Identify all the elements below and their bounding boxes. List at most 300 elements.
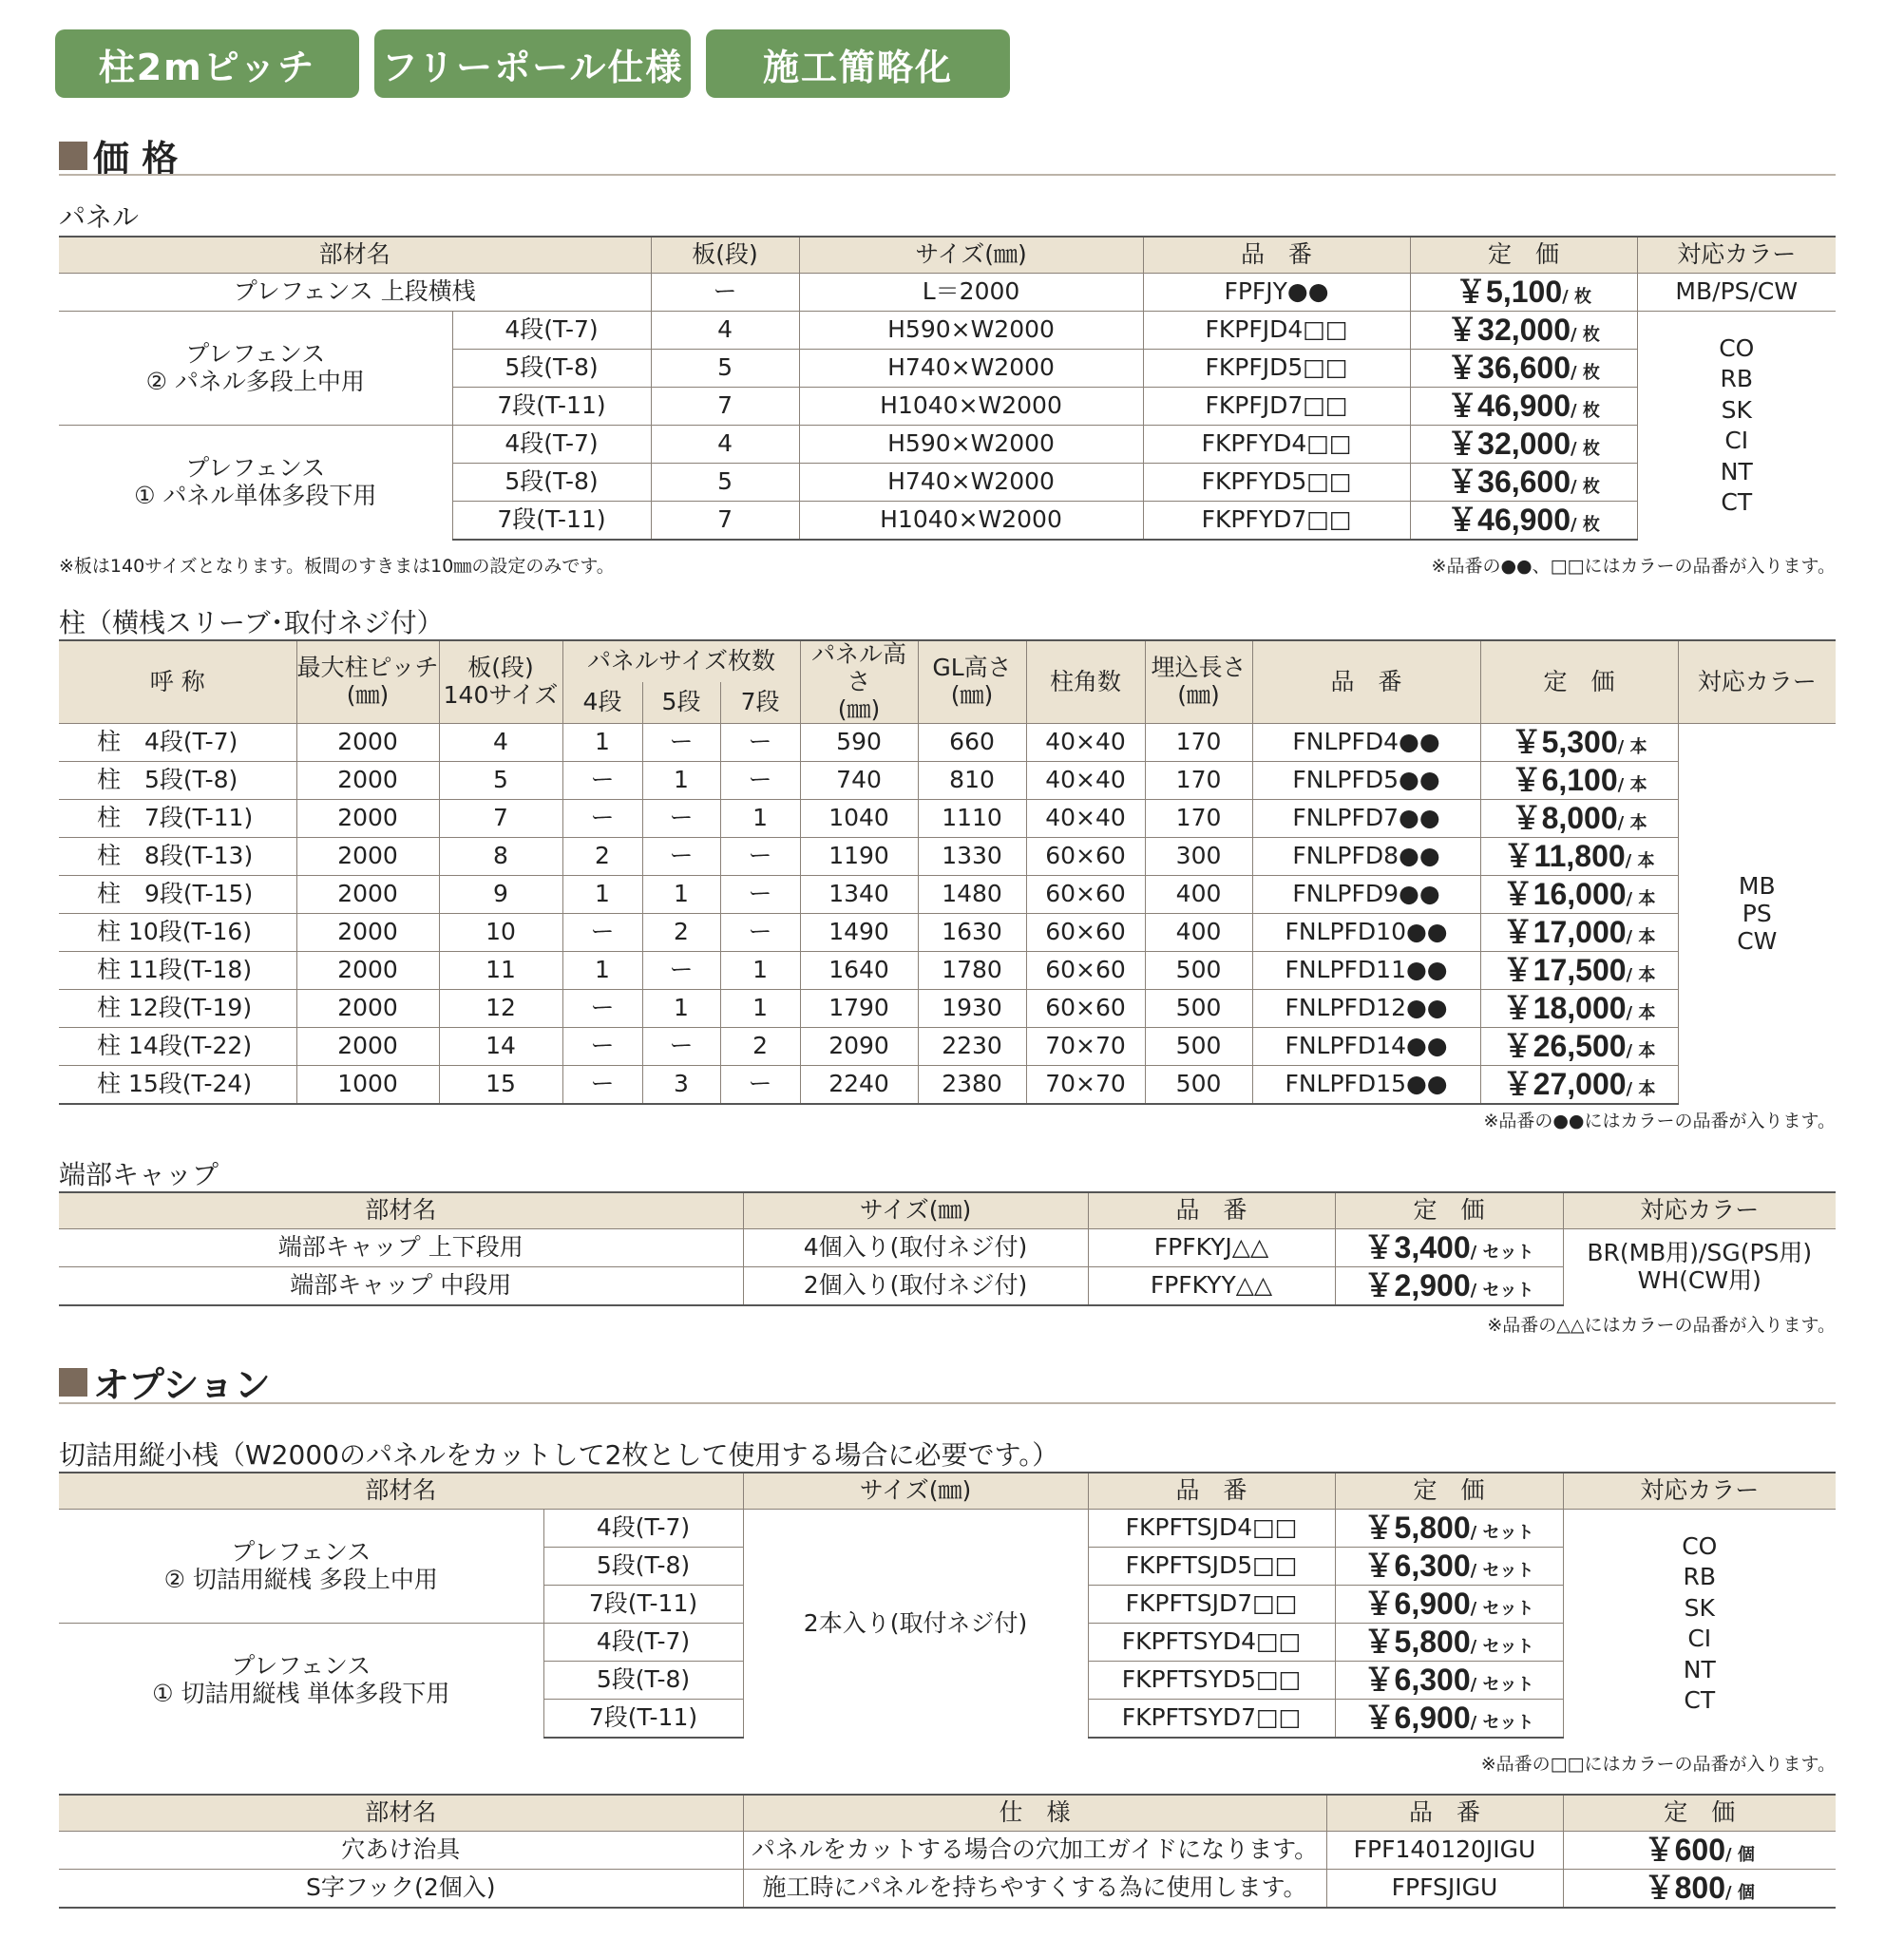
price: ￥5,800	[1363, 1625, 1471, 1660]
post-name: 柱 5段(T-8)	[59, 762, 296, 800]
col-header-price: 定 価	[1410, 237, 1637, 274]
count-4-step: 2	[562, 838, 642, 876]
price-unit: / 本	[1626, 1041, 1656, 1062]
price-cell	[1563, 1870, 1836, 1909]
price-cell	[1335, 1510, 1563, 1548]
step: 5段(T-8)	[543, 1662, 743, 1700]
count-7-step: 2	[720, 1028, 800, 1066]
boards: 5	[439, 762, 562, 800]
price-unit: / 本	[1626, 965, 1656, 986]
boards: 7	[651, 502, 799, 541]
post-size: 70×70	[1026, 1028, 1145, 1066]
product-code: FNLPFD4●●	[1252, 724, 1480, 762]
count-4-step: 1	[562, 724, 642, 762]
col-header-name: 呼 称	[59, 640, 296, 724]
gl-height: 1630	[918, 914, 1026, 952]
table-row	[59, 1066, 1836, 1105]
embed-length: 170	[1145, 762, 1252, 800]
price-unit: / 枚	[1571, 363, 1600, 384]
price: ￥2,900	[1363, 1268, 1471, 1303]
embed-length: 170	[1145, 800, 1252, 838]
max-pitch: 2000	[296, 952, 439, 990]
table-row	[59, 800, 1836, 838]
product-code: FKPFYD4□□	[1143, 426, 1410, 464]
price: ￥5,800	[1363, 1511, 1471, 1546]
boards: 14	[439, 1028, 562, 1066]
spec: パネルをカットする場合の穴加工ガイドになります。	[743, 1832, 1326, 1870]
col-header-price: 定 価	[1480, 640, 1678, 724]
option-section-heading	[59, 1356, 271, 1408]
post-size: 60×60	[1026, 914, 1145, 952]
color-ci: CI	[1687, 1625, 1712, 1652]
count-4-step: ー	[562, 1066, 642, 1105]
price-cell	[1480, 1066, 1678, 1105]
embed-unit: (㎜)	[1177, 681, 1220, 710]
price: ￥6,300	[1363, 1549, 1471, 1584]
gl-height: 1930	[918, 990, 1026, 1028]
pitch-label: 最大柱ピッチ	[296, 654, 439, 682]
size: H1040×W2000	[799, 388, 1143, 426]
col-header-price: 定 価	[1335, 1473, 1563, 1510]
boards: 9	[439, 876, 562, 914]
spec: 施工時にパネルを持ちやすくする為に使用します。	[743, 1870, 1326, 1909]
post-size: 40×40	[1026, 800, 1145, 838]
size: H740×W2000	[799, 464, 1143, 502]
price: ￥18,000	[1502, 991, 1627, 1026]
count-4-step: ー	[562, 800, 642, 838]
section-divider	[59, 1402, 1836, 1404]
panel-height: 1490	[800, 914, 918, 952]
price-cell	[1480, 952, 1678, 990]
size: H590×W2000	[799, 312, 1143, 350]
boards: 15	[439, 1066, 562, 1105]
group-name-line2: ② 切詰用縦桟 多段上中用	[163, 1565, 438, 1593]
count-7-step: ー	[720, 838, 800, 876]
size: H1040×W2000	[799, 502, 1143, 541]
product-code: FKPFYD5□□	[1143, 464, 1410, 502]
gl-height-label: GL高さ	[932, 654, 1012, 682]
group-name-line2: ② パネル多段上中用	[145, 367, 365, 395]
product-code: FPFSJIGU	[1326, 1870, 1563, 1909]
col-header-part-name: 部材名	[59, 1795, 743, 1832]
price-cell	[1480, 990, 1678, 1028]
product-code: FPF140120JIGU	[1326, 1832, 1563, 1870]
price-unit: / 本	[1617, 775, 1647, 796]
panel-note-left: ※板は140サイズとなります。板間のすきまは10㎜の設定のみです。	[59, 556, 615, 577]
max-pitch: 2000	[296, 876, 439, 914]
product-code: FNLPFD14●●	[1252, 1028, 1480, 1066]
count-4-step: ー	[562, 990, 642, 1028]
price-unit: / 本	[1617, 813, 1647, 834]
embed-length: 500	[1145, 952, 1252, 990]
product-code: FKPFTSJD5□□	[1088, 1548, 1335, 1586]
panel-height-unit: (㎜)	[837, 694, 881, 723]
price-cell	[1335, 1229, 1563, 1267]
group-name-line2: ① 切詰用縦桟 単体多段下用	[152, 1680, 450, 1707]
table-row	[59, 876, 1836, 914]
price: ￥26,500	[1502, 1029, 1627, 1064]
price: ￥16,000	[1502, 877, 1627, 912]
table-row	[59, 1028, 1836, 1066]
tag-free-pole: フリーポール仕様	[374, 29, 691, 98]
post-name: 柱 7段(T-11)	[59, 800, 296, 838]
part-name: 端部キャップ 上下段用	[59, 1229, 743, 1267]
price: ￥3,400	[1363, 1230, 1471, 1265]
boards: 12	[439, 990, 562, 1028]
boards: 7	[439, 800, 562, 838]
price-cell	[1480, 1028, 1678, 1066]
max-pitch: 2000	[296, 838, 439, 876]
price-cell	[1410, 274, 1637, 312]
panel-height-label: パネル高さ	[811, 640, 907, 695]
cap-title: 端部キャップ	[59, 1159, 219, 1190]
count-4-step: 1	[562, 952, 642, 990]
col-header-part-name: 部材名	[59, 237, 651, 274]
price-unit: / 個	[1725, 1883, 1755, 1904]
cut-table	[59, 1472, 1836, 1739]
product-code: FKPFJD7□□	[1143, 388, 1410, 426]
count-7-step: ー	[720, 914, 800, 952]
color-rb: RB	[1720, 365, 1754, 392]
price-unit: / 本	[1626, 1003, 1656, 1024]
colors: MB/PS/CW	[1637, 274, 1836, 312]
col-header-code: 品 番	[1252, 640, 1480, 724]
price-unit: / 枚	[1571, 439, 1600, 460]
col-header-pitch	[296, 640, 439, 724]
color-item: MB	[1738, 872, 1776, 901]
product-code: FNLPFD5●●	[1252, 762, 1480, 800]
price-cell	[1480, 838, 1678, 876]
price-section-title: 価 格	[93, 138, 179, 180]
price: ￥600	[1644, 1833, 1726, 1868]
col-header-board	[439, 640, 562, 724]
count-7-step: ー	[720, 876, 800, 914]
post-size: 60×60	[1026, 876, 1145, 914]
panel-title: パネル	[59, 201, 140, 233]
color-ct: CT	[1721, 488, 1753, 516]
count-5-step: 2	[642, 914, 720, 952]
section-divider	[59, 174, 1836, 176]
price: ￥11,800	[1503, 839, 1626, 874]
price-cell	[1335, 1267, 1563, 1306]
part-name: S字フック(2個入)	[59, 1870, 743, 1909]
table-row	[59, 426, 1836, 464]
product-code: FNLPFD7●●	[1252, 800, 1480, 838]
max-pitch: 2000	[296, 990, 439, 1028]
cap-note: ※品番の△△にはカラーの品番が入ります。	[1487, 1315, 1836, 1336]
price-cell	[1480, 724, 1678, 762]
price-cell	[1480, 762, 1678, 800]
count-5-step: 3	[642, 1066, 720, 1105]
group-name-line1: プレフェンス	[185, 339, 326, 368]
step: 4段(T-7)	[543, 1510, 743, 1548]
color-ci: CI	[1724, 427, 1749, 454]
price-unit: / セット	[1470, 1281, 1534, 1302]
price-cell	[1480, 914, 1678, 952]
part-name: 穴あけ治具	[59, 1832, 743, 1870]
product-code: FKPFTSJD7□□	[1088, 1586, 1335, 1624]
post-name: 柱 15段(T-24)	[59, 1066, 296, 1105]
panel-height: 1340	[800, 876, 918, 914]
product-code: FPFKYY△△	[1088, 1267, 1335, 1306]
size: 4個入り(取付ネジ付)	[743, 1229, 1088, 1267]
post-name: 柱 9段(T-15)	[59, 876, 296, 914]
step: 5段(T-8)	[452, 464, 651, 502]
product-code: FKPFTSYD5□□	[1088, 1662, 1335, 1700]
panel-height: 1640	[800, 952, 918, 990]
price-cell	[1335, 1586, 1563, 1624]
table-row	[59, 1229, 1836, 1267]
price-unit: / セット	[1470, 1675, 1534, 1696]
col-header-colors: 対応カラー	[1637, 237, 1836, 274]
table-row	[59, 1510, 1836, 1548]
col-header-gl-height	[918, 640, 1026, 724]
price: ￥27,000	[1502, 1067, 1627, 1102]
count-5-step: ー	[642, 952, 720, 990]
col-header-colors: 対応カラー	[1678, 640, 1836, 724]
price-cell	[1410, 388, 1637, 426]
table-row	[59, 1832, 1836, 1870]
col-header-boards: 板(段)	[651, 237, 799, 274]
boards: 10	[439, 914, 562, 952]
col-header-size: サイズ(㎜)	[743, 1192, 1088, 1229]
color-item: PS	[1742, 899, 1772, 927]
price-unit: / 本	[1626, 927, 1656, 948]
boards: 4	[439, 724, 562, 762]
color-line2: WH(CW用)	[1637, 1266, 1761, 1294]
color-sk: SK	[1684, 1593, 1715, 1622]
gl-height: 1780	[918, 952, 1026, 990]
price-unit: / 枚	[1571, 477, 1600, 498]
max-pitch: 2000	[296, 762, 439, 800]
product-code: FKPFTSJD4□□	[1088, 1510, 1335, 1548]
post-size: 40×40	[1026, 762, 1145, 800]
embed-length: 400	[1145, 876, 1252, 914]
post-name: 柱 4段(T-7)	[59, 724, 296, 762]
table-row	[59, 274, 1836, 312]
boards: 7	[651, 388, 799, 426]
panel-height: 740	[800, 762, 918, 800]
embed-length: 170	[1145, 724, 1252, 762]
count-5-step: 1	[642, 990, 720, 1028]
count-4-step: ー	[562, 914, 642, 952]
step: 7段(T-11)	[452, 388, 651, 426]
count-4-step: ー	[562, 762, 642, 800]
embed-length: 500	[1145, 990, 1252, 1028]
color-sk: SK	[1721, 395, 1752, 424]
size: 2個入り(取付ネジ付)	[743, 1267, 1088, 1306]
count-5-step: ー	[642, 724, 720, 762]
product-code: FNLPFD8●●	[1252, 838, 1480, 876]
boards: 11	[439, 952, 562, 990]
price-unit: / 本	[1626, 1079, 1656, 1100]
col-header-size: サイズ(㎜)	[743, 1473, 1088, 1510]
gl-height: 1480	[918, 876, 1026, 914]
section-square-icon	[59, 1368, 87, 1397]
boards: 8	[439, 838, 562, 876]
step: 7段(T-11)	[543, 1586, 743, 1624]
table-row	[59, 312, 1836, 350]
product-code: FNLPFD15●●	[1252, 1066, 1480, 1105]
col-header-price: 定 価	[1335, 1192, 1563, 1229]
price: ￥32,000	[1447, 427, 1571, 462]
post-note: ※品番の●●にはカラーの品番が入ります。	[1483, 1111, 1836, 1131]
product-code: FKPFTSYD7□□	[1088, 1700, 1335, 1739]
panel-note-right: ※品番の●●、□□にはカラーの品番が入ります。	[1431, 556, 1836, 577]
color-rb: RB	[1683, 1563, 1717, 1590]
cut-title: 切詰用縦小桟（W2000のパネルをカットして2枚として使用する場合に必要です。）	[59, 1439, 1059, 1471]
product-code: FKPFTSYD4□□	[1088, 1624, 1335, 1662]
product-code: FNLPFD10●●	[1252, 914, 1480, 952]
col-header-5-step: 5段	[642, 682, 720, 724]
price: ￥6,900	[1363, 1587, 1471, 1622]
price-unit: / 枚	[1571, 325, 1600, 346]
post-name: 柱 14段(T-22)	[59, 1028, 296, 1066]
post-size: 60×60	[1026, 952, 1145, 990]
price: ￥5,100	[1456, 275, 1563, 310]
group-name-line1: プレフェンス	[231, 1537, 371, 1566]
price-cell	[1410, 312, 1637, 350]
price: ￥46,900	[1447, 503, 1571, 538]
panel-table	[59, 236, 1836, 541]
col-header-code: 品 番	[1088, 1192, 1335, 1229]
count-5-step: ー	[642, 838, 720, 876]
price-unit: / 本	[1617, 737, 1647, 758]
price-unit: / 枚	[1571, 401, 1600, 422]
table-row	[59, 838, 1836, 876]
col-header-colors: 対応カラー	[1563, 1473, 1836, 1510]
post-name: 柱 10段(T-16)	[59, 914, 296, 952]
col-header-colors: 対応カラー	[1563, 1192, 1836, 1229]
panel-height: 1040	[800, 800, 918, 838]
price-unit: / セット	[1470, 1637, 1534, 1658]
group-name-line2: ① パネル単体多段下用	[134, 482, 377, 509]
price: ￥800	[1644, 1871, 1726, 1906]
price: ￥5,300	[1511, 725, 1618, 760]
size: 2本入り(取付ネジ付)	[743, 1510, 1088, 1739]
price: ￥36,600	[1447, 351, 1571, 386]
color-co: CO	[1719, 333, 1755, 362]
gl-height: 2230	[918, 1028, 1026, 1066]
count-7-step: 1	[720, 990, 800, 1028]
col-header-size: サイズ(㎜)	[799, 237, 1143, 274]
price-unit: / セット	[1470, 1243, 1534, 1264]
table-row	[59, 990, 1836, 1028]
part-name: 端部キャップ 中段用	[59, 1267, 743, 1306]
option-section-title: オプション	[93, 1364, 271, 1406]
group-name	[59, 1510, 543, 1624]
boards: 5	[651, 464, 799, 502]
post-size: 60×60	[1026, 838, 1145, 876]
gl-height: 660	[918, 724, 1026, 762]
count-5-step: 1	[642, 762, 720, 800]
product-code: FNLPFD9●●	[1252, 876, 1480, 914]
product-code: FPFJY●●	[1143, 274, 1410, 312]
col-header-part-name: 部材名	[59, 1192, 743, 1229]
price-cell	[1335, 1700, 1563, 1739]
max-pitch: 2000	[296, 800, 439, 838]
gl-height-unit: (㎜)	[950, 681, 994, 710]
col-header-code: 品 番	[1143, 237, 1410, 274]
post-name: 柱 11段(T-18)	[59, 952, 296, 990]
price: ￥6,100	[1511, 763, 1618, 798]
group-name	[59, 312, 452, 426]
price: ￥46,900	[1447, 389, 1571, 424]
price-cell	[1410, 464, 1637, 502]
product-code: FKPFYD7□□	[1143, 502, 1410, 541]
post-name: 柱 8段(T-13)	[59, 838, 296, 876]
col-header-4-step: 4段	[562, 682, 642, 724]
table-row	[59, 914, 1836, 952]
embed-length: 500	[1145, 1066, 1252, 1105]
post-name: 柱 12段(T-19)	[59, 990, 296, 1028]
part-name: プレフェンス 上段横桟	[59, 274, 651, 312]
table-row	[59, 762, 1836, 800]
panel-height: 2240	[800, 1066, 918, 1105]
price-unit: / 本	[1625, 851, 1655, 872]
price: ￥32,000	[1447, 313, 1571, 348]
price-cell	[1335, 1662, 1563, 1700]
cap-table	[59, 1191, 1836, 1306]
count-5-step: ー	[642, 800, 720, 838]
price-cell	[1480, 876, 1678, 914]
boards: 5	[651, 350, 799, 388]
max-pitch: 2000	[296, 724, 439, 762]
col-header-7-step: 7段	[720, 682, 800, 724]
post-size: 40×40	[1026, 724, 1145, 762]
color-line1: BR(MB用)/SG(PS用)	[1587, 1239, 1813, 1267]
color-list	[1678, 724, 1836, 1105]
price-cell	[1410, 350, 1637, 388]
col-header-embed-length	[1145, 640, 1252, 724]
table-row	[59, 952, 1836, 990]
price-unit: / 個	[1725, 1845, 1755, 1866]
price-unit: / 枚	[1562, 287, 1591, 308]
product-code: FNLPFD11●●	[1252, 952, 1480, 990]
embed-length: 300	[1145, 838, 1252, 876]
embed-length: 500	[1145, 1028, 1252, 1066]
embed-label: 埋込長さ	[1151, 654, 1247, 682]
price: ￥6,900	[1363, 1701, 1471, 1736]
price-unit: / セット	[1470, 1713, 1534, 1734]
panel-height: 1190	[800, 838, 918, 876]
price-cell	[1335, 1624, 1563, 1662]
pitch-unit: (㎜)	[346, 681, 390, 710]
size: H590×W2000	[799, 426, 1143, 464]
step: 7段(T-11)	[452, 502, 651, 541]
price-cell	[1410, 502, 1637, 541]
panel-height: 590	[800, 724, 918, 762]
count-4-step: ー	[562, 1028, 642, 1066]
size: L＝2000	[799, 274, 1143, 312]
col-header-panel-height	[800, 640, 918, 724]
price-unit: / セット	[1470, 1561, 1534, 1582]
price: ￥36,600	[1447, 465, 1571, 500]
color-nt: NT	[1720, 457, 1753, 485]
step: 5段(T-8)	[452, 350, 651, 388]
color-list	[1563, 1510, 1836, 1739]
tools-table	[59, 1794, 1836, 1909]
size: H740×W2000	[799, 350, 1143, 388]
group-name	[59, 1624, 543, 1739]
price: ￥17,500	[1502, 953, 1627, 988]
price: ￥17,000	[1502, 915, 1627, 950]
col-header-price: 定 価	[1563, 1795, 1836, 1832]
gl-height: 1330	[918, 838, 1026, 876]
col-header-panel-count: パネルサイズ枚数	[562, 640, 800, 682]
count-4-step: 1	[562, 876, 642, 914]
color-list	[1563, 1229, 1836, 1306]
